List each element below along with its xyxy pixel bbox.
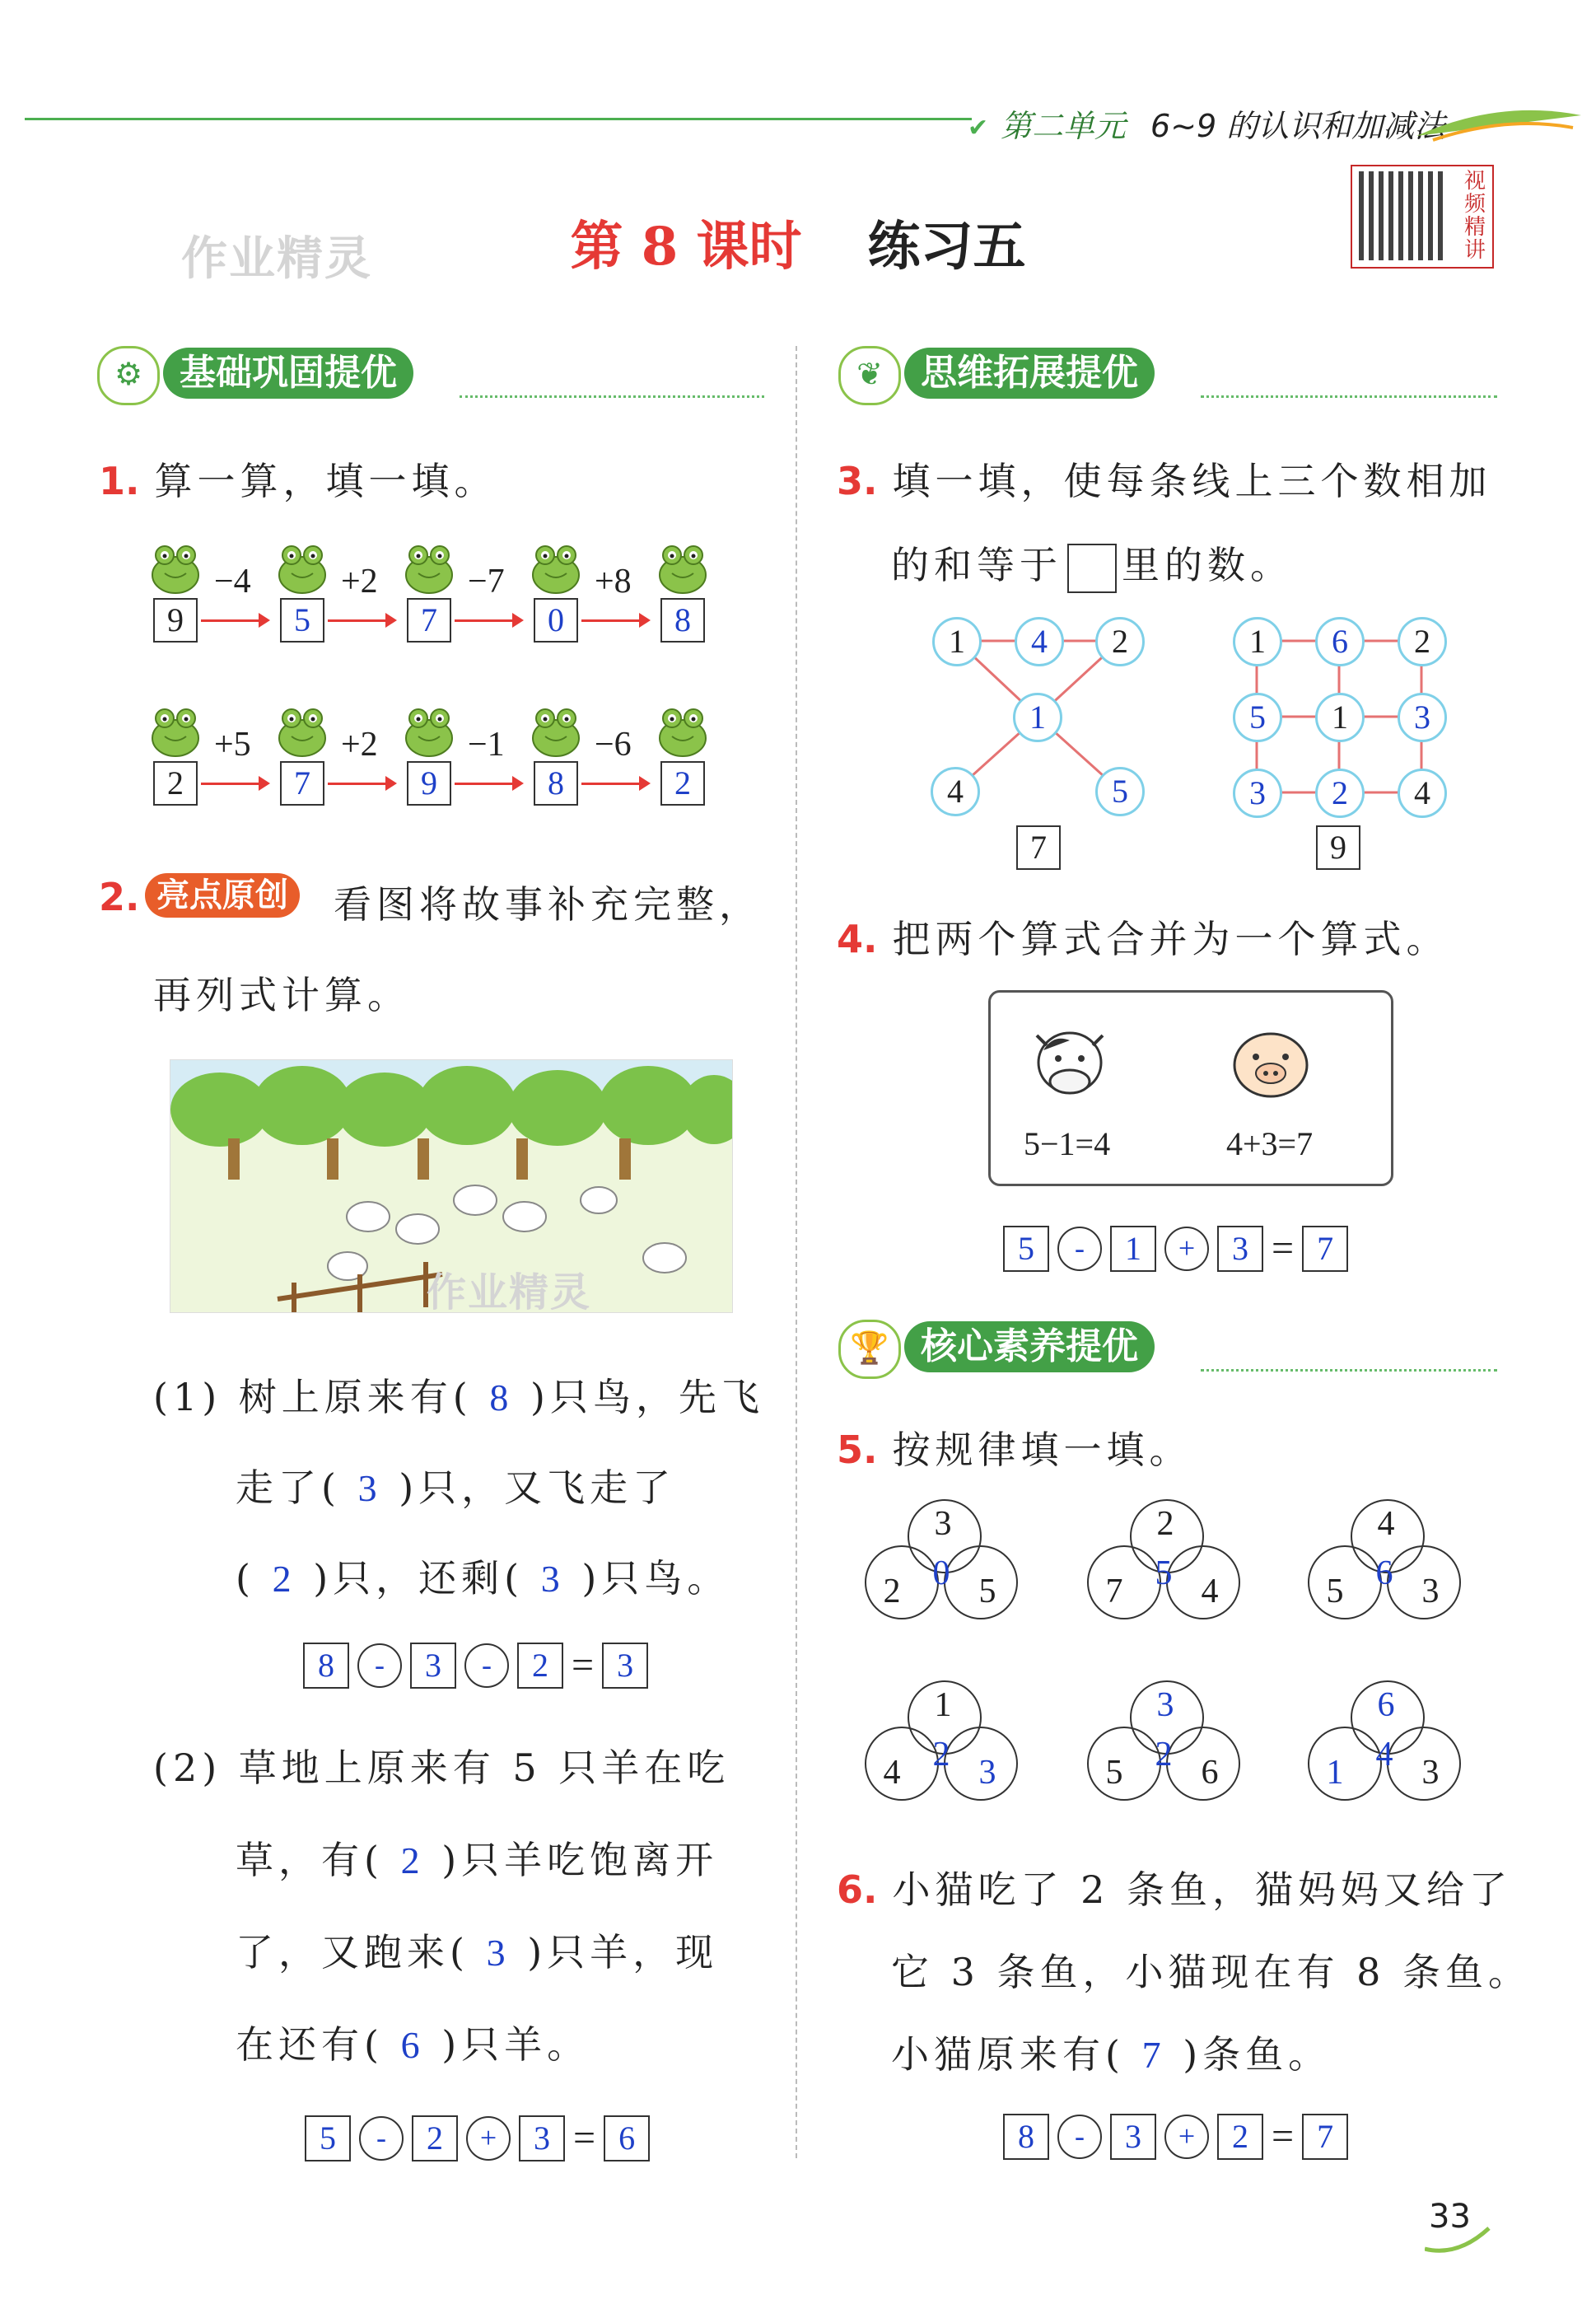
operator-circle: - — [464, 1643, 509, 1688]
answer-box: 5 — [280, 598, 324, 643]
q2-num: 2. — [99, 875, 140, 919]
leaf-swoosh-icon — [1425, 2224, 1491, 2257]
ring-number-top: 3 — [934, 1505, 952, 1543]
node: 3 — [1398, 693, 1447, 742]
page-title: 第 8 课时 练习五 — [570, 216, 1026, 278]
operation-label: +2 — [341, 726, 378, 764]
number-box: 5 — [1003, 1226, 1049, 1272]
node-answer: 1 — [1013, 693, 1062, 742]
arrow-icon — [581, 783, 647, 785]
original-badge: 亮点原创 — [145, 873, 300, 918]
ring-number-top: 6 — [1377, 1686, 1395, 1724]
section-core — [838, 1321, 1497, 1372]
arrow-icon — [201, 619, 267, 622]
q2-p1-equation — [303, 1643, 648, 1689]
ring-group — [1087, 1680, 1252, 1837]
section-basic-label: 基础巩固提优 — [163, 348, 413, 399]
ring-group — [865, 1680, 1029, 1837]
header-unit: 第二单元 6~9 的认识和加减法 — [1001, 108, 1446, 144]
ring-number-right: 3 — [1421, 1754, 1440, 1792]
ring-group — [865, 1499, 1029, 1656]
number-box: 8 — [303, 1643, 349, 1689]
watermark-2: 作业精灵 — [427, 1269, 592, 1316]
gear-leaf-icon: ⚙ — [97, 346, 160, 405]
node: 1 — [1315, 693, 1365, 742]
number-box: 3 — [1110, 2114, 1156, 2160]
ring-number-left: 2 — [883, 1573, 901, 1610]
number-box: 7 — [1302, 2114, 1348, 2160]
answer-box: 0 — [534, 598, 578, 643]
ring-number-center: 2 — [1155, 1736, 1173, 1774]
operation-label: −7 — [468, 563, 505, 601]
ring-number-right: 3 — [1421, 1573, 1440, 1610]
header-rule — [25, 118, 972, 120]
leaf-decoration-icon — [1416, 99, 1581, 148]
arrow-icon — [201, 783, 267, 785]
operator-circle: - — [1057, 2115, 1102, 2159]
q4-card — [988, 990, 1393, 1186]
sum-box: 9 — [1316, 825, 1360, 870]
equals-sign: = — [1272, 1227, 1295, 1270]
q2-text2: 再列式计算。 — [153, 973, 410, 1017]
q4-prompt: 4. 把两个算式合并为一个算式。 — [837, 917, 1449, 961]
watermark: 作业精灵 — [181, 232, 372, 286]
answer-box: 2 — [660, 761, 705, 806]
q2-p2-line1: (2) 草地上原来有 5 只羊在吃 — [153, 1746, 730, 1790]
q5-prompt: 5. 按规律填一填。 — [837, 1428, 1192, 1472]
ring-number-left: 5 — [1105, 1754, 1123, 1792]
q2-p1-line1: (1) 树上原来有( 8 )只鸟，先飞 — [153, 1375, 764, 1419]
operator-circle: + — [466, 2116, 511, 2161]
operation-label: +5 — [214, 726, 251, 764]
qr-caption: 视频精讲 — [1463, 169, 1486, 263]
q2-text1: 看图将故事补充完整， — [334, 882, 762, 927]
ring-number-right: 4 — [1201, 1573, 1219, 1610]
node: 2 — [1398, 617, 1447, 666]
number-box: 3 — [1217, 1226, 1263, 1272]
frog-icon — [527, 702, 585, 759]
node: 2 — [1095, 617, 1145, 666]
start-number-box: 9 — [153, 598, 198, 643]
ring-number-left: 4 — [883, 1754, 901, 1792]
ring-number-top: 3 — [1156, 1686, 1174, 1724]
ring-number-right: 5 — [978, 1573, 996, 1610]
operation-label: −6 — [595, 726, 632, 764]
arrow-icon — [455, 783, 520, 785]
q2-p2-line4: 在还有( 6 )只羊。 — [236, 2022, 590, 2067]
qr-code[interactable] — [1351, 165, 1494, 269]
number-box: 3 — [410, 1643, 456, 1689]
equals-sign: = — [572, 1643, 595, 1687]
arrow-icon — [581, 619, 647, 622]
sum-box-blank — [1067, 544, 1117, 593]
check-leaf-icon: ✔ — [968, 114, 989, 143]
node: 6 — [1315, 617, 1365, 666]
frog-icon — [273, 539, 331, 596]
sum-box: 7 — [1016, 825, 1061, 870]
equals-sign: = — [573, 2116, 596, 2160]
q6-line3: 小猫原来有( 7 )条鱼。 — [891, 2032, 1332, 2077]
answer-box: 8 — [660, 598, 705, 643]
qr-pattern — [1359, 171, 1448, 260]
ring-group — [1308, 1499, 1472, 1656]
operator-circle: - — [359, 2116, 404, 2161]
answer-box: 9 — [407, 761, 451, 806]
dotted-rule — [1201, 1369, 1497, 1372]
q4-equation — [1003, 1226, 1348, 1272]
dotted-rule — [1201, 395, 1497, 398]
ring-number-top: 1 — [934, 1686, 952, 1724]
frog-icon — [147, 539, 204, 596]
number-box: 8 — [1003, 2114, 1049, 2160]
q6-line1: 6. 小猫吃了 2 条鱼，猫妈妈又给了 — [837, 1867, 1512, 1912]
node: 1 — [932, 617, 982, 666]
frog-icon — [400, 539, 458, 596]
frog-icon — [527, 539, 585, 596]
ring-group — [1087, 1499, 1252, 1656]
operation-label: −4 — [214, 563, 251, 601]
section-core-label: 核心素养提优 — [904, 1321, 1155, 1372]
q2-p2-line2: 草，有( 2 )只羊吃饱离开 — [236, 1838, 719, 1882]
ring-number-top: 4 — [1377, 1505, 1395, 1543]
header-topic: 6~9 的认识和加减法 — [1150, 108, 1446, 144]
section-thinking-label: 思维拓展提优 — [904, 348, 1155, 399]
ring-number-left: 7 — [1105, 1573, 1123, 1610]
node-answer: 5 — [1095, 767, 1145, 816]
number-box: 5 — [305, 2115, 351, 2161]
node: 1 — [1233, 617, 1282, 666]
dotted-rule — [460, 395, 764, 398]
arrow-icon — [328, 783, 394, 785]
arrow-icon — [328, 619, 394, 622]
operator-circle: + — [1164, 1227, 1209, 1271]
q3-line2: 的和等于 里的数。 — [891, 535, 1293, 593]
q3-line1: 3. 填一填，使每条线上三个数相加 — [837, 459, 1492, 503]
number-box: 3 — [602, 1643, 648, 1689]
node-answer: 4 — [1015, 617, 1064, 666]
arrow-icon — [455, 619, 520, 622]
answer-box: 7 — [407, 598, 451, 643]
operator-circle: + — [1164, 2115, 1209, 2159]
q2-p2-equation — [305, 2115, 650, 2161]
answer-box: 8 — [534, 761, 578, 806]
ring-number-center: 2 — [932, 1736, 950, 1774]
node: 4 — [1398, 769, 1447, 818]
node: 3 — [1233, 769, 1282, 818]
ring-number-right: 6 — [1201, 1754, 1219, 1792]
frog-icon — [273, 702, 331, 759]
node: 4 — [931, 767, 980, 816]
equals-sign: = — [1272, 2115, 1295, 2158]
page-number: 33 — [1429, 2198, 1471, 2236]
frog-icon — [400, 702, 458, 759]
number-box: 1 — [1110, 1226, 1156, 1272]
column-divider — [796, 346, 797, 2158]
operation-label: +8 — [595, 563, 632, 601]
q6-line2: 它 3 条鱼，小猫现在有 8 条鱼。 — [891, 1950, 1532, 1994]
number-box: 3 — [519, 2115, 565, 2161]
q2-p2-line3: 了，又跑来( 3 )只羊，现 — [236, 1930, 719, 1975]
cow-icon — [1020, 1017, 1119, 1108]
q2-p1-line2: 走了( 3 )只，又飞走了 — [236, 1465, 676, 1510]
number-box: 2 — [517, 1643, 563, 1689]
trophy-icon: 🏆 — [838, 1320, 901, 1379]
operator-circle: - — [357, 1643, 402, 1688]
ring-number-top: 2 — [1156, 1505, 1174, 1543]
section-basic — [97, 348, 764, 399]
operation-label: −1 — [468, 726, 505, 764]
q2-p1-line3: ( 2 )只，还剩( 3 )只鸟。 — [236, 1556, 730, 1601]
start-number-box: 2 — [153, 761, 198, 806]
ring-group — [1308, 1680, 1472, 1837]
number-box: 2 — [1217, 2114, 1263, 2160]
ring-number-center: 6 — [1375, 1554, 1393, 1592]
q4-eq-left: 5−1=4 — [1024, 1125, 1111, 1162]
pig-icon — [1221, 1022, 1320, 1105]
q1-prompt: 1. 算一算，填一填。 — [99, 459, 497, 503]
ring-number-right: 3 — [978, 1754, 996, 1792]
answer-box: 7 — [280, 761, 324, 806]
sprout-icon: ❦ — [838, 346, 901, 405]
number-box: 6 — [604, 2115, 650, 2161]
ring-number-center: 5 — [1155, 1554, 1173, 1592]
node: 5 — [1233, 693, 1282, 742]
number-box: 7 — [1302, 1226, 1348, 1272]
ring-number-left: 1 — [1326, 1754, 1344, 1792]
ring-number-center: 4 — [1375, 1736, 1393, 1774]
ring-number-left: 5 — [1326, 1573, 1344, 1610]
frog-icon — [654, 702, 712, 759]
frog-icon — [654, 539, 712, 596]
operation-label: +2 — [341, 563, 378, 601]
operator-circle: - — [1057, 1227, 1102, 1271]
frog-icon — [147, 702, 204, 759]
node: 2 — [1315, 769, 1365, 818]
number-box: 2 — [412, 2115, 458, 2161]
section-thinking — [838, 348, 1497, 399]
q6-equation — [1003, 2114, 1348, 2160]
ring-number-center: 0 — [932, 1554, 950, 1592]
q4-eq-right: 4+3=7 — [1226, 1125, 1314, 1162]
